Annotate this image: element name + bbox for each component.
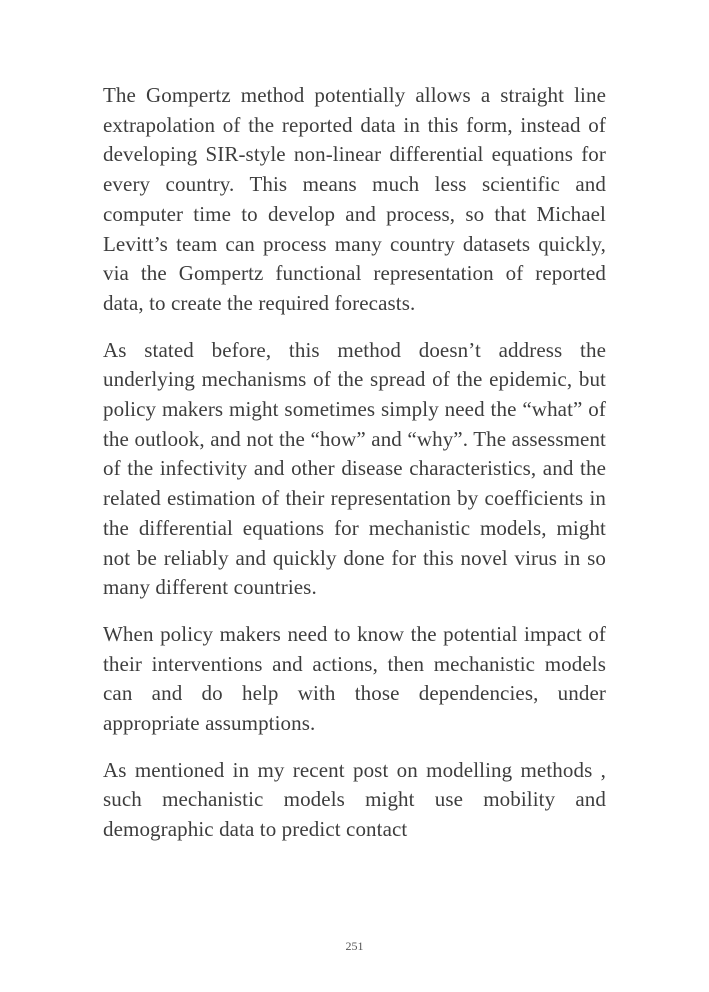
paragraph-mechanistic-models: As mentioned in my recent post on modelling methods , such mechanistic models might use mobility and demographic data to predict contact [103, 757, 606, 842]
paragraph-as-stated-before: As stated before, this method doesn’t address the underlying mechanisms of the spread of the epidemic, but policy makers might sometimes simply need the “what” of the outlook, and not the “how” and “why”. The assessment of the infectivity and other disease characteristics, and the related estimation of their representation by coefficients in the differential equations for mechanistic models, might not be reliably and quickly done for this novel virus in so many different countries. [103, 337, 606, 600]
text-block [103, 81, 606, 862]
page-number: 251 [345, 939, 364, 953]
paragraph-policy-makers: When policy makers need to know the potential impact of their interventions and actions, then mechanistic models can and do help with those dependencies, under appropriate assumptions. [103, 621, 606, 736]
paragraph-gompertz-method: The Gompertz method potentially allows a straight line extrapolation of the reported data in this form, instead of developing SIR-style non-linear differential equations for every country. This means much less scientific and computer time to develop and process, so that Michael Levitt’s team can process many country datasets quickly, via the Gompertz functional representation of reported data, to create the required forecasts. [103, 83, 606, 315]
